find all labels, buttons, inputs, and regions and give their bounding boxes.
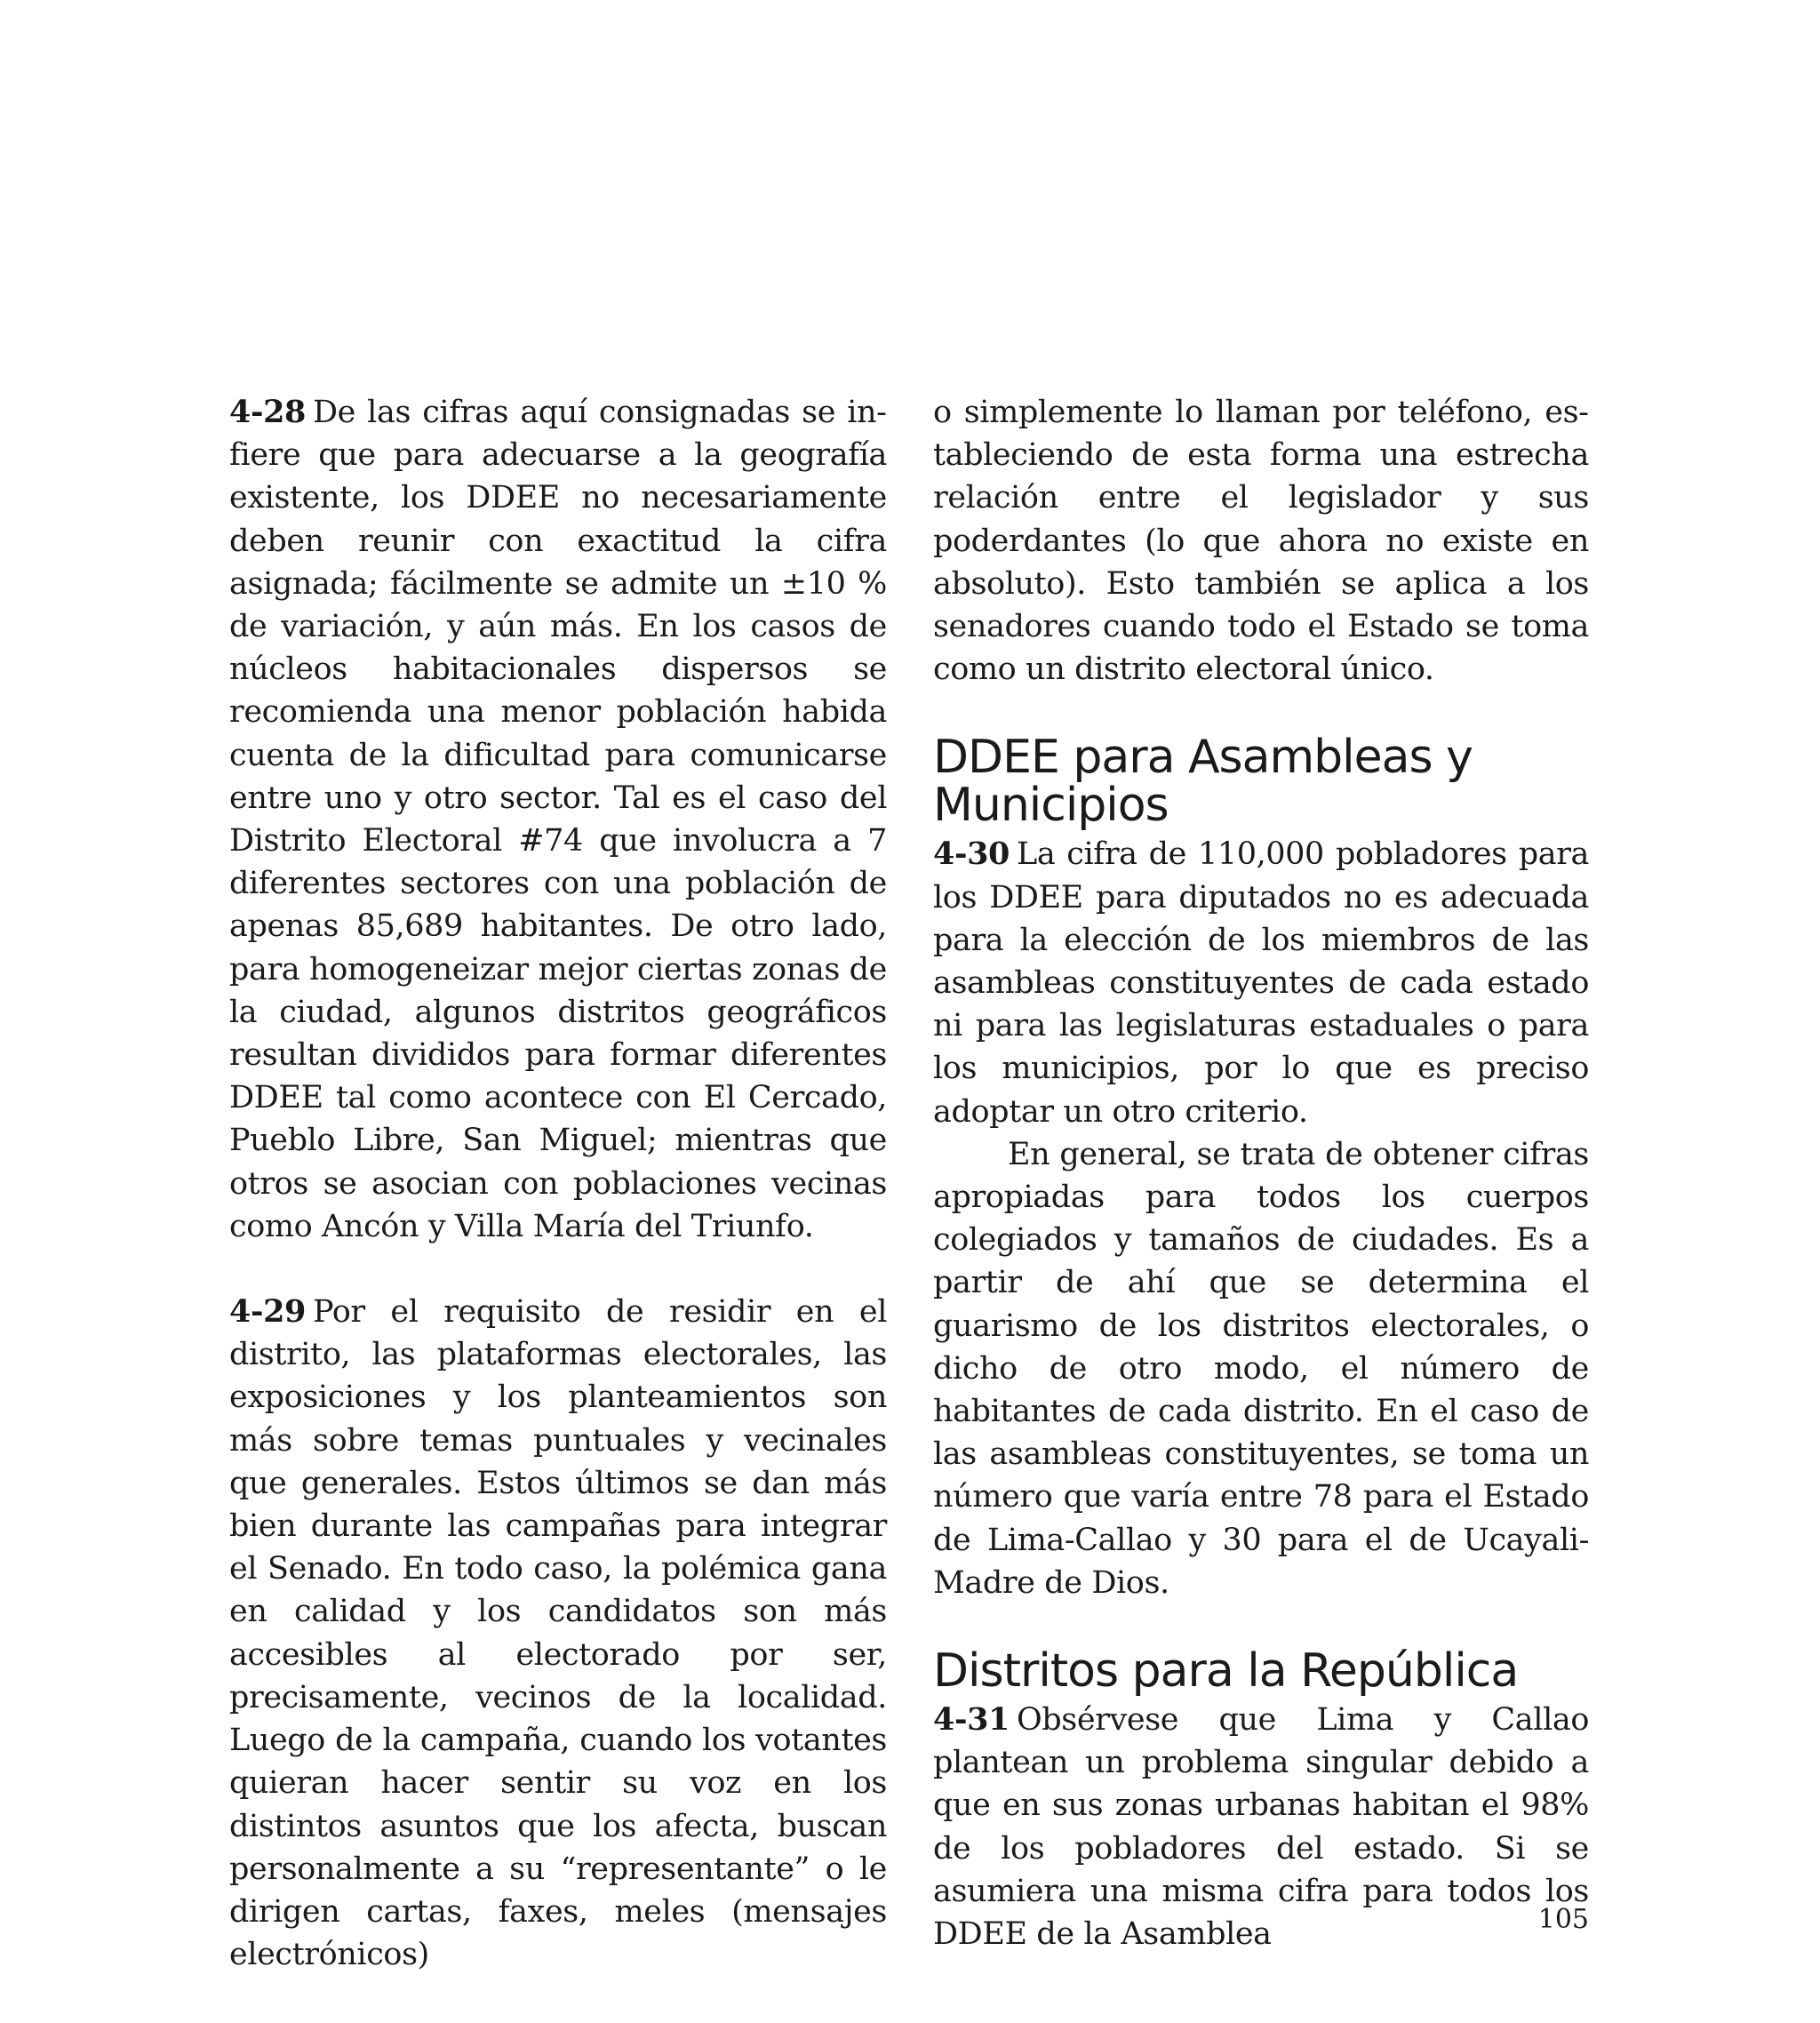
paragraph-4-30 (933, 833, 1589, 1132)
right-column (933, 391, 1589, 1955)
paragraph-4-31 (933, 1699, 1589, 1955)
section-heading-asambleas: DDEE para Asambleas y Municipios (933, 731, 1473, 833)
paragraph-continuation: o simplemente lo llaman por teléfono, estableciendo de esta forma una estrecha relación entre el legislador y sus poderdantes (lo que ahora no existe en absoluto). Esto también se aplica a los senadores cuando todo el Estado se toma como un distrito electoral único. (933, 395, 1589, 688)
page-number: 105 (1537, 1904, 1589, 1935)
paragraph-text: Obsérvese que Lima y Callao plantean un problema singular debido a que en sus zonas urbanas habitan el 98% de los pobladores del estado. Si se asumiera una misma cifra para todos los DDEE de la Asamblea (933, 1702, 1589, 1953)
paragraph-4-30-followup: En general, se trata de obtener cifras apropiadas para todos los cuerpos colegiados y tamaños de ciudades. Es a partir de ahí que se determina el guarismo de los distritos electorales, o dicho de otro modo, el número de habitantes de cada distrito. En el caso de las asambleas constituyentes, se toma un número que varía entre 78 para el Estado de Lima-Callao y 30 para el de Ucayali-Madre de Dios. (933, 1136, 1589, 1601)
left-column (229, 391, 887, 1976)
paragraph-4-29 (229, 1291, 887, 1976)
paragraph-text: De las cifras aquí consignadas se infiere que para adecuarse a la geografía existente, los DDEE no necesariamente deben reunir con exactitud la cifra asignada; fácilmente se admite un ±10 % de variación, y aún más. En los casos de núcleos habitacionales dispersos se recomienda una menor población habida cuenta de la dificultad para comunicarse entre uno y otro sector. Tal es el caso del Distrito Electoral #74 que involucra a 7 diferentes sectores con una población de apenas 85,689 habitantes. De otro lado, para homogeneizar mejor ciertas zonas de la ciudad, algunos distritos geográficos resultan divididos para formar diferentes DDEE tal como acontece con El Cercado, Pueblo Libre, San Miguel; mientras que otros se asocian con poblaciones vecinas como Ancón y Villa María del Triunfo. (229, 395, 887, 1244)
paragraph-number: 4-30 (933, 836, 1010, 873)
paragraph-number: 4-28 (229, 394, 306, 430)
paragraph-number: 4-31 (933, 1701, 1010, 1739)
paragraph-number: 4-29 (229, 1293, 306, 1331)
section-heading-republica: Distritos para la República (933, 1644, 1519, 1699)
paragraph-text: Por el requisito de residir en el distrito, las plataformas electorales, las exposiciones y los planteamientos son más sobre temas puntuales y vecinales que generales. Estos últimos se dan más bien durante las campañas para integrar el Senado. En todo caso, la polémica gana en calidad y los candidatos son más accesibles al electorado por ser, precisamente, vecinos de la localidad. Luego de la campaña, cuando los votantes quieran hacer sentir su voz en los distintos asuntos que los afecta, buscan personalmente a su “representante” o le dirigen cartas, faxes, meles (mensajes electrónicos) (229, 1294, 887, 1973)
paragraph-4-28 (229, 391, 887, 1248)
paragraph-text: La cifra de 110,000 pobladores para los DDEE para diputados no es adecuada para la elección de los miembros de las asambleas constituyentes de cada estado ni para las legislaturas estaduales o para los municipios, por lo que es preciso adoptar un otro criterio. (933, 836, 1589, 1130)
